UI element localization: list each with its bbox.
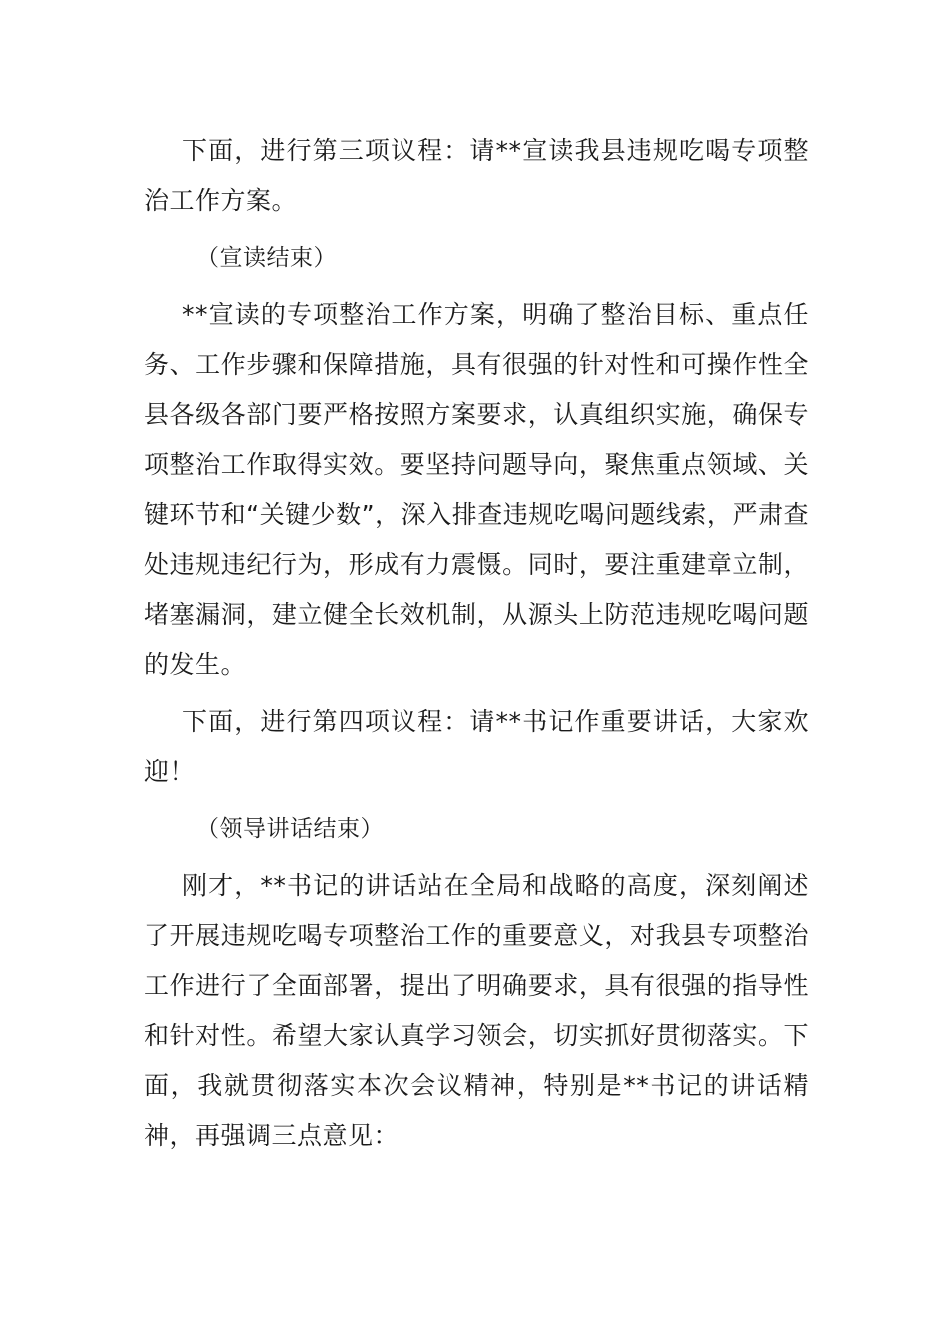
- stage-note-speech-ended: （领导讲话结束）: [196, 816, 384, 842]
- document-body: [144, 126, 809, 1168]
- paragraph-agenda-item-4: 下面，进行第四项议程：请**书记作重要讲话，大家欢迎！: [144, 707, 809, 786]
- paragraph-agenda-item-3: 下面，进行第三项议程：请**宣读我县违规吃喝专项整治工作方案。: [144, 136, 809, 215]
- paragraph-plan-summary: **宣读的专项整治工作方案，明确了整治目标、重点任务、工作步骤和保障措施，具有很强的针对性和可操作性全县各级各部门要严格按照方案要求，认真组织实施，确保专项整治工作取得实效。要坚持问题导向，聚焦重点领域、关键环节和“关键少数”，深入排查违规吃喝问题线索，严肃查处违规违纪行为，形成有力震慑。同时，要注重建章立制，堵塞漏洞，建立健全长效机制，从源头上防范违规吃喝问题的发生。: [144, 300, 809, 679]
- stage-note-reading-ended: （宣读结束）: [196, 245, 337, 271]
- paragraph-closing-remarks: 刚才，**书记的讲话站在全局和战略的高度，深刻阐述了开展违规吃喝专项整治工作的重要意义，对我县专项整治工作进行了全面部署，提出了明确要求，具有很强的指导性和针对性。希望大家认真学习领会，切实抓好贯彻落实。下面，我就贯彻落实本次会议精神，特别是**书记的讲话精神，再强调三点意见：: [144, 871, 809, 1150]
